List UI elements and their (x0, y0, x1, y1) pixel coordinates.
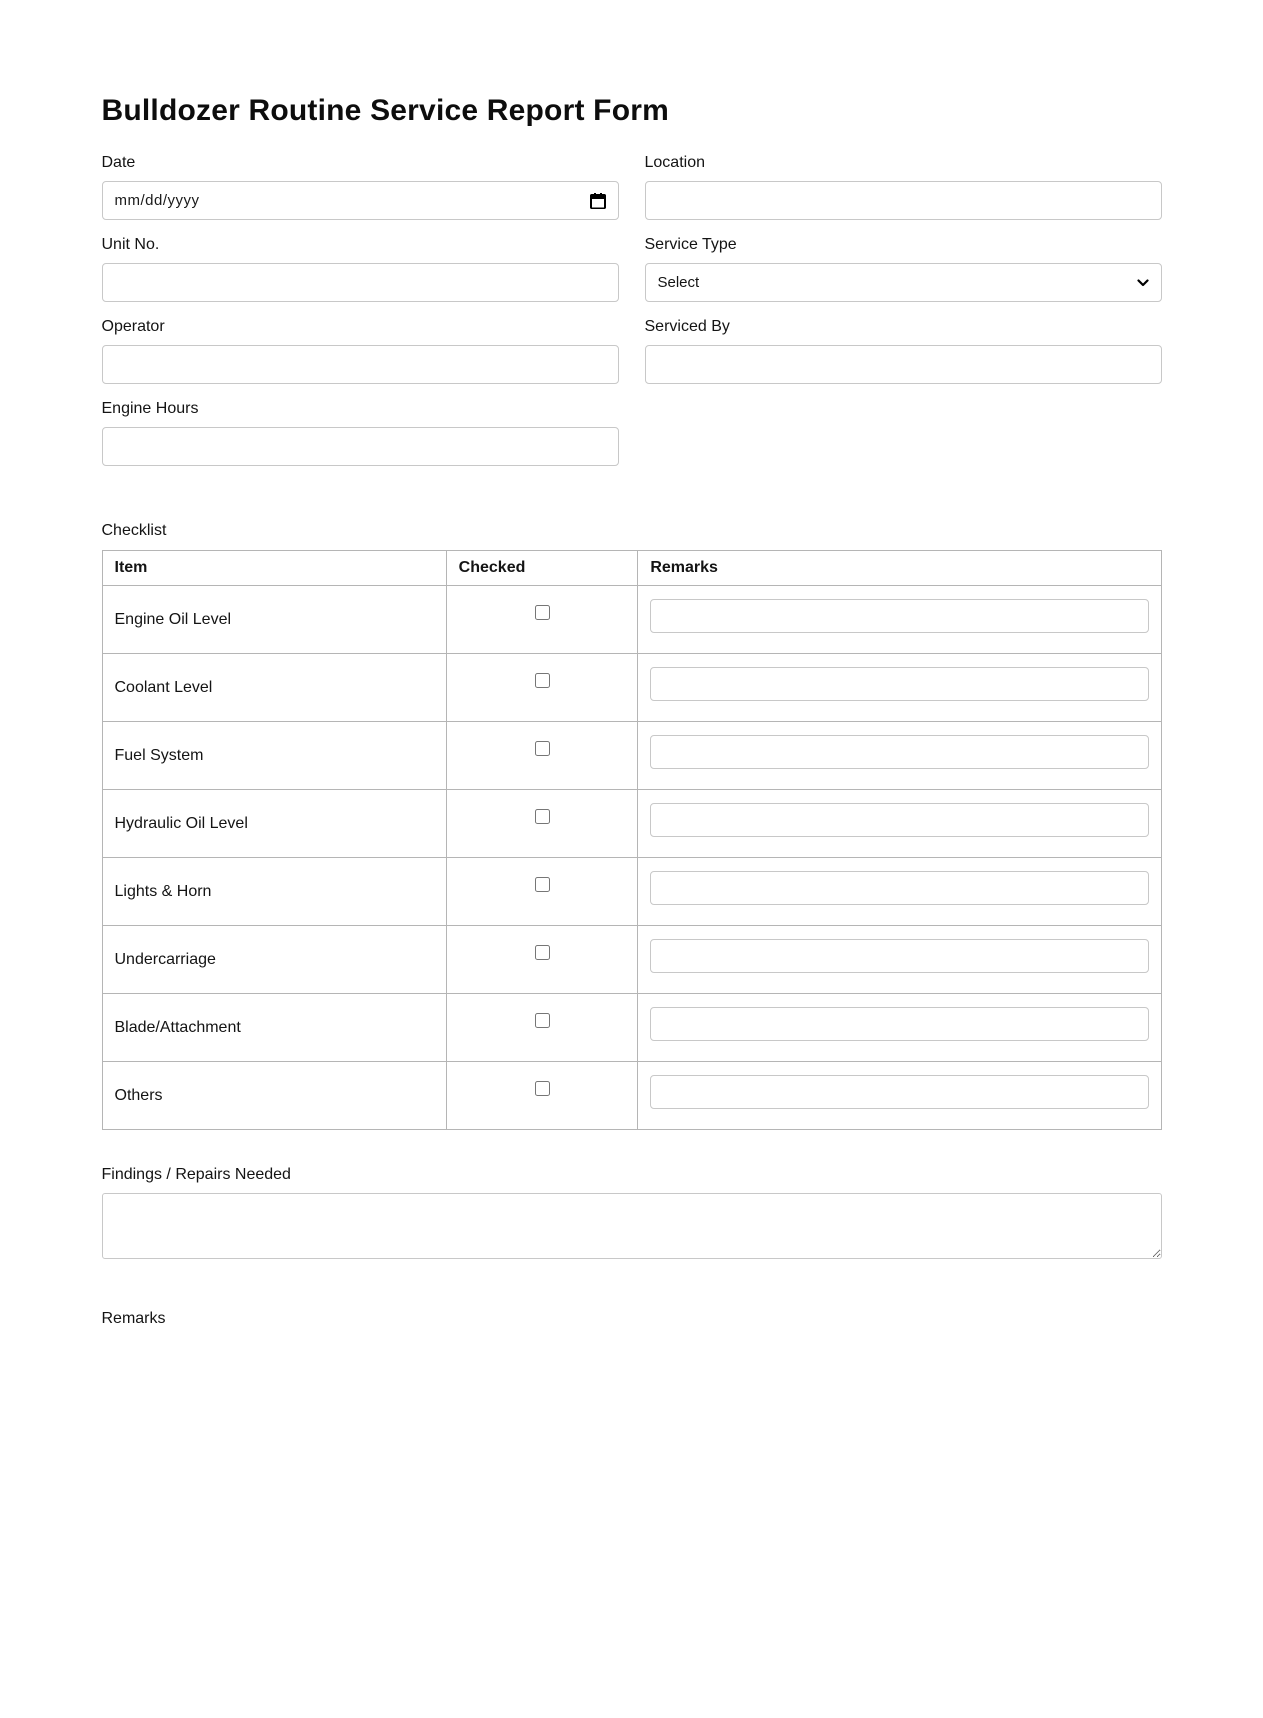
checklist-header-checked: Checked (446, 551, 638, 586)
findings-label: Findings / Repairs Needed (101, 1166, 291, 1183)
form-fields-grid (102, 154, 1162, 482)
service-type-field-block (645, 236, 1162, 302)
findings-block (102, 1166, 1162, 1264)
location-input[interactable] (645, 181, 1162, 220)
checklist-item-label: Fuel System (114, 746, 204, 764)
checklist-checkbox[interactable] (535, 605, 550, 620)
location-field-block (645, 154, 1162, 220)
checklist-header-item: Item (102, 551, 446, 586)
engine-hours-label: Engine Hours (101, 400, 199, 417)
service-type-selected-value: Select (657, 274, 700, 291)
unit-no-input[interactable] (102, 263, 619, 302)
checklist-item-label: Hydraulic Oil Level (114, 814, 248, 832)
checklist-body (102, 586, 1161, 1130)
operator-input[interactable] (102, 345, 619, 384)
location-label: Location (644, 154, 705, 171)
unit-no-field-block (102, 236, 619, 302)
checklist-remark-input[interactable] (650, 667, 1148, 701)
checklist-checkbox[interactable] (535, 945, 550, 960)
checklist-section-label: Checklist (101, 522, 167, 539)
checklist-row (102, 926, 1161, 994)
checklist-table (102, 550, 1162, 1130)
checklist-remark-input[interactable] (650, 1007, 1148, 1041)
date-placeholder: mm/dd/yyyy (114, 192, 200, 209)
checklist-row (102, 1062, 1161, 1130)
unit-no-label: Unit No. (101, 236, 160, 253)
checklist-item-label: Undercarriage (114, 950, 216, 968)
operator-field-block (102, 318, 619, 384)
checklist-checkbox[interactable] (535, 877, 550, 892)
checklist-checkbox[interactable] (535, 741, 550, 756)
chevron-down-icon (1137, 279, 1149, 287)
checklist-row (102, 994, 1161, 1062)
date-label: Date (101, 154, 136, 171)
checklist-remark-input[interactable] (650, 599, 1148, 633)
empty-grid-cell (645, 400, 1162, 466)
page-title: Bulldozer Routine Service Report Form (101, 94, 669, 127)
checklist-item-label: Coolant Level (114, 678, 213, 696)
checklist-row (102, 654, 1161, 722)
service-type-select[interactable] (645, 263, 1162, 302)
checklist-checkbox[interactable] (535, 1013, 550, 1028)
checklist-checkbox[interactable] (535, 673, 550, 688)
checklist-header-remarks: Remarks (638, 551, 1161, 586)
checklist-item-label: Others (114, 1086, 163, 1104)
date-field-block (102, 154, 619, 220)
service-type-label: Service Type (644, 236, 737, 253)
checklist-header-row (102, 551, 1161, 586)
checklist-checkbox[interactable] (535, 809, 550, 824)
checklist-row (102, 790, 1161, 858)
checklist-remark-input[interactable] (650, 735, 1148, 769)
serviced-by-input[interactable] (645, 345, 1162, 384)
serviced-by-label: Serviced By (644, 318, 730, 335)
checklist-item-label: Engine Oil Level (114, 610, 232, 628)
checklist-remark-input[interactable] (650, 939, 1148, 973)
checklist-item-label: Blade/Attachment (114, 1018, 241, 1036)
checklist-row (102, 722, 1161, 790)
serviced-by-field-block (645, 318, 1162, 384)
engine-hours-field-block (102, 400, 619, 466)
operator-label: Operator (101, 318, 165, 335)
form-page (102, 0, 1162, 1718)
checklist-checkbox[interactable] (535, 1081, 550, 1096)
checklist-remark-input[interactable] (650, 871, 1148, 905)
checklist-remark-input[interactable] (650, 803, 1148, 837)
findings-textarea[interactable] (102, 1193, 1162, 1259)
checklist-item-label: Lights & Horn (114, 882, 212, 900)
checklist-remark-input[interactable] (650, 1075, 1148, 1109)
checklist-row (102, 586, 1161, 654)
date-input[interactable] (102, 181, 619, 220)
checklist-row (102, 858, 1161, 926)
engine-hours-input[interactable] (102, 427, 619, 466)
remarks-label: Remarks (101, 1310, 166, 1327)
calendar-icon[interactable] (590, 193, 606, 209)
